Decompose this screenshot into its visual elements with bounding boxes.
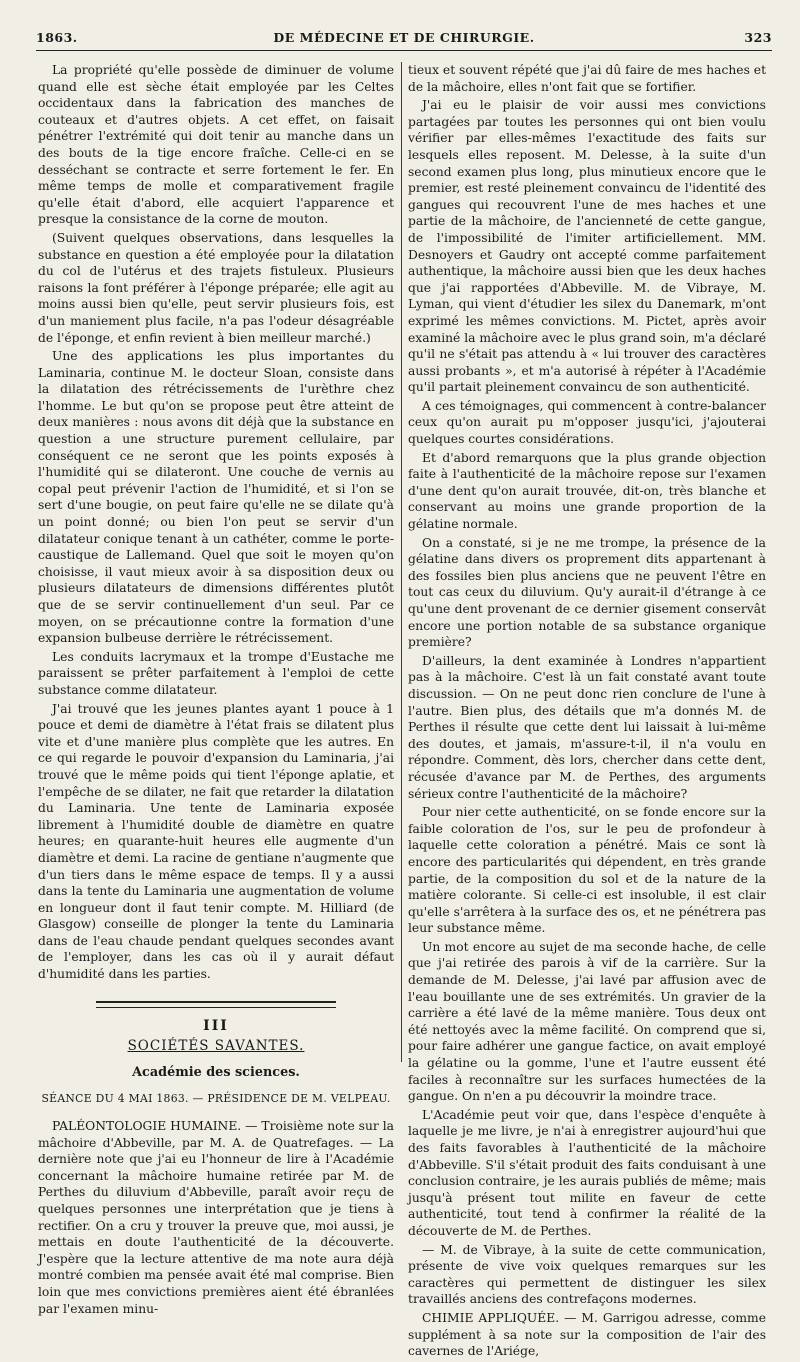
left-column (38, 62, 394, 1319)
paragraph: CHIMIE APPLIQUÉE. — M. Garrigou adresse, comme supplément à sa note sur la composition de l'air des cavernes de l'Ariége, (408, 1310, 766, 1359)
paragraph: — M. de Vibraye, à la suite de cette communication, présente de vive voix quelques remarques sur les caractères qui permettent de distinguer les silex travaillés anciens des contrefaçons modernes. (408, 1242, 766, 1307)
paragraph: J'ai eu le plaisir de voir aussi mes convictions partagées par toutes les personnes qui ont bien voulu vérifier par elles-mêmes l'exactitude des faits sur lesquels elles reposent. M. Delesse, à la suite d'un second examen plus long, plus minutieux encore que le premier, est resté pleinement convaincu de l'identité des gangues qui recouvrent l'une de mes haches et une partie de la mâchoire, de l'ancienneté de cette gangue, de l'impossibilité de l'imiter artificiellement. MM. Desnoyers et Gaudry ont accepté comme parfaitement authentique, la mâchoire aussi bien que les deux haches que j'ai rapportées d'Abbeville. M. de Vibraye, M. Lyman, qui vient d'étudier les silex du Danemark, m'ont exprimé les mêmes convictions. M. Pictet, après avoir examiné la mâchoire avec le plus grand soin, m'a déclaré qu'il ne s'était pas attendu à « lui trouver des caractères aussi probants », et m'a autorisé à répéter à l'Académie qu'il partait pleinement convaincu de son authenticité. (408, 98, 766, 395)
paragraph: La propriété qu'elle possède de diminuer de volume quand elle est sèche était employée par les Celtes occidentaux dans la fabrication des manches de couteaux et d'autres objets. A cet effet, on faisait pénétrer l'extrémité qui doit tenir au manche dans un des bouts de la tige encore fraîche. Celle-ci en se desséchant se contracte et serre fortement le fer. En même temps de molle et comparativement fragile qu'elle était d'abord, elle acquiert l'apparence et presque la consistance de la corne de mouton. (38, 63, 394, 227)
section-number: III (203, 1017, 229, 1034)
right-column (408, 62, 766, 1362)
paragraph: J'ai trouvé que les jeunes plantes ayant 1 pouce à 1 pouce et demi de diamètre à l'état frais se dilatent plus vite et d'une manière plus complète que les autres. En ce qui regarde le pouvoir d'expansion du Laminaria, j'ai trouvé que le même poids qui tient l'éponge aplatie, et l'empêche de se dilater, ne fait que retarder la dilatation du Laminaria. Une tente de Laminaria exposée librement à l'humidité double de diamètre en quatre heures; en quarante-huit heures elle augmente d'un diamètre et demi. La racine de gentiane n'augmente que d'un tiers dans le même espace de temps. Il y a aussi dans la tente du Laminaria une augmentation de volume en longueur dont il faut tenir compte. M. Hilliard (de Glasgow) conseille de plonger la tente du Laminaria dans de l'eau chaude pendant quelques secondes avant de l'employer, dans les cas où il y aurait défaut d'humidité dans les parties. (38, 701, 394, 982)
paragraph: tieux et souvent répété que j'ai dû faire de mes haches et de la mâchoire, elles n'ont fait que se fortifier. (408, 63, 767, 94)
paragraph: Les conduits lacrymaux et la trompe d'Eustache me paraissent se prêter parfaitement à l'emploi de cette substance comme dilatateur. (38, 649, 394, 697)
paragraph: On a constaté, si je ne me trompe, la présence de la gélatine dans divers os proprement dits appartenant à des fossiles bien plus anciens que ne peuvent l'être en tout cas ceux du diluvium. Qu'y aurait-il d'étrange à ce qu'une dent provenant de ce dernier gisement conservât encore une portion notable de sa substance organique première? (408, 535, 766, 650)
paragraph: Et d'abord remarquons que la plus grande objection faite à l'authenticité de la mâchoire repose sur l'examen d'une dent qu'on aurait trouvée, dit-on, très blanche et conservant au moins une grande proportion de la gélatine normale. (408, 450, 766, 532)
running-header (36, 28, 772, 51)
page-number: 323 (744, 30, 772, 45)
section-separator (96, 1001, 336, 1008)
header-year: 1863. (36, 30, 78, 45)
paragraph: Pour nier cette authenticité, on se fonde encore sur la faible coloration de l'os, sur le peu de profondeur à laquelle cette coloration a pénétré. Mais ce sont là encore des particularités qui dépendent, en très grande partie, de la composition du sol et de la nature de la matière colorante. Si celle-ci est insoluble, il est clair qu'elle s'arrêtera à la surface des os, et ne pénétrera pas leur substance même. (408, 805, 766, 936)
paragraph: D'ailleurs, la dent examinée à Londres n'appartient pas à la mâchoire. C'est là un fait constaté avant toute discussion. — On ne peut donc rien conclure de l'une à l'autre. Bien plus, des détails que m'a donnés M. de Perthes il résulte que cette dent lui laissait à lui-même des doutes, et jamais, m'assure-t-il, il n'a voulu en répondre. Comment, dès lors, chercher dans cette dent, récusée d'avance par M. de Perthes, des arguments sérieux contre l'authenticité de la mâchoire? (408, 653, 766, 801)
column-rule (401, 62, 402, 1062)
paragraph: Une des applications les plus importantes du Laminaria, continue M. le docteur Sloan, consiste dans la dilatation des rétrécissements de l'urèthre chez l'homme. Le but qu'on se propose peut être atteint de deux manières : nous avons dit déjà que la substance en question a une structure purement cellulaire, par conséquent ce ne seront que les points exposés à l'humidité qui se dilateront. Une couche de vernis au copal peut prévenir l'action de l'humidité, et si l'on se sert d'une bougie, on peut faire qu'elle ne se dilate qu'à un point donné; ou bien l'on peut se servir d'un dilatateur conique tenant à un cathéter, comme le porte-caustique de Lallemand. Quel que soit le moyen qu'on choisisse, il vaut mieux avoir à sa disposition deux ou plusieurs dilatateurs de dimensions différentes plutôt que de se servir continuellement d'un seul. Par ce moyen, on se précautionne contre la formation d'une expansion bulbeuse derrière le rétrécissement. (38, 349, 394, 646)
seance-line: SÉANCE DU 4 MAI 1863. — PRÉSIDENCE DE M. VELPEAU. (41, 1092, 391, 1106)
header-title: DE MÉDECINE ET DE CHIRURGIE. (273, 30, 535, 45)
paragraph: A ces témoignages, qui commencent à contre-balancer ceux qu'on aurait pu m'opposer jusqu'ici, j'ajouterai quelques courtes considérations. (408, 398, 766, 447)
section-subtitle: Académie des sciences. (132, 1064, 300, 1080)
paragraph: L'Académie peut voir que, dans l'espèce d'enquête à laquelle je me livre, je n'ai à enregistrer aujourd'hui que des faits favorables à l'authenticité de la mâchoire d'Abbeville. S'il s'était produit des faits conduisant à une conclusion contraire, je les aurais publiés de même; mais jusqu'à présent tout milite en faveur de cette authenticité, tout tend à confirmer la réalité de la découverte de M. de Perthes. (408, 1107, 766, 1238)
section-title: SOCIÉTÉS SAVANTES. (127, 1038, 305, 1055)
paragraph: (Suivent quelques observations, dans lesquelles la substance en question a été employée pour la dilatation du col de l'utérus et des trajets fistuleux. Plusieurs raisons la font préférer à l'éponge préparée; elle agit au moins aussi bien qu'elle, peut servir plusieurs fois, est d'un maniement plus facile, n'a pas l'odeur désagréable de l'éponge, et enfin revient à bien meilleur marché.) (38, 230, 394, 345)
paragraph: Un mot encore au sujet de ma seconde hache, de celle que j'ai retirée des parois à vif de la carrière. Sur la demande de M. Delesse, j'ai lavé par affusion avec de l'eau bouillante une de ses extrémités. Un gravier de la carrière a été lavé de la même manière. Tous deux ont été nettoyés avec la même facilité. On comprend que si, pour faire adhérer une gangue factice, on avait employé la gélatine ou la gomme, l'une et l'autre eussent été faciles à reconnaître sur les surfaces humectées de la gangue. On n'en a pu découvrir la moindre trace. (408, 939, 766, 1104)
paragraph: PALÉONTOLOGIE HUMAINE. — Troisième note sur la mâchoire d'Abbeville, par M. A. de Quatrefages. — La dernière note que j'ai eu l'honneur de lire à l'Académie concernant la mâchoire humaine retirée par M. de Perthes du diluvium d'Abbeville, paraît avoir reçu de quelques personnes une interprétation que je tiens à rectifier. On a cru y trouver la preuve que, moi aussi, je mettais en doute l'authenticité de la découverte. J'espère que la lecture attentive de ma note aura déjà montré combien ma pensée avait été mal comprise. Bien loin que mes convictions premières aient été ébranlées par l'examen minu- (38, 1119, 394, 1316)
